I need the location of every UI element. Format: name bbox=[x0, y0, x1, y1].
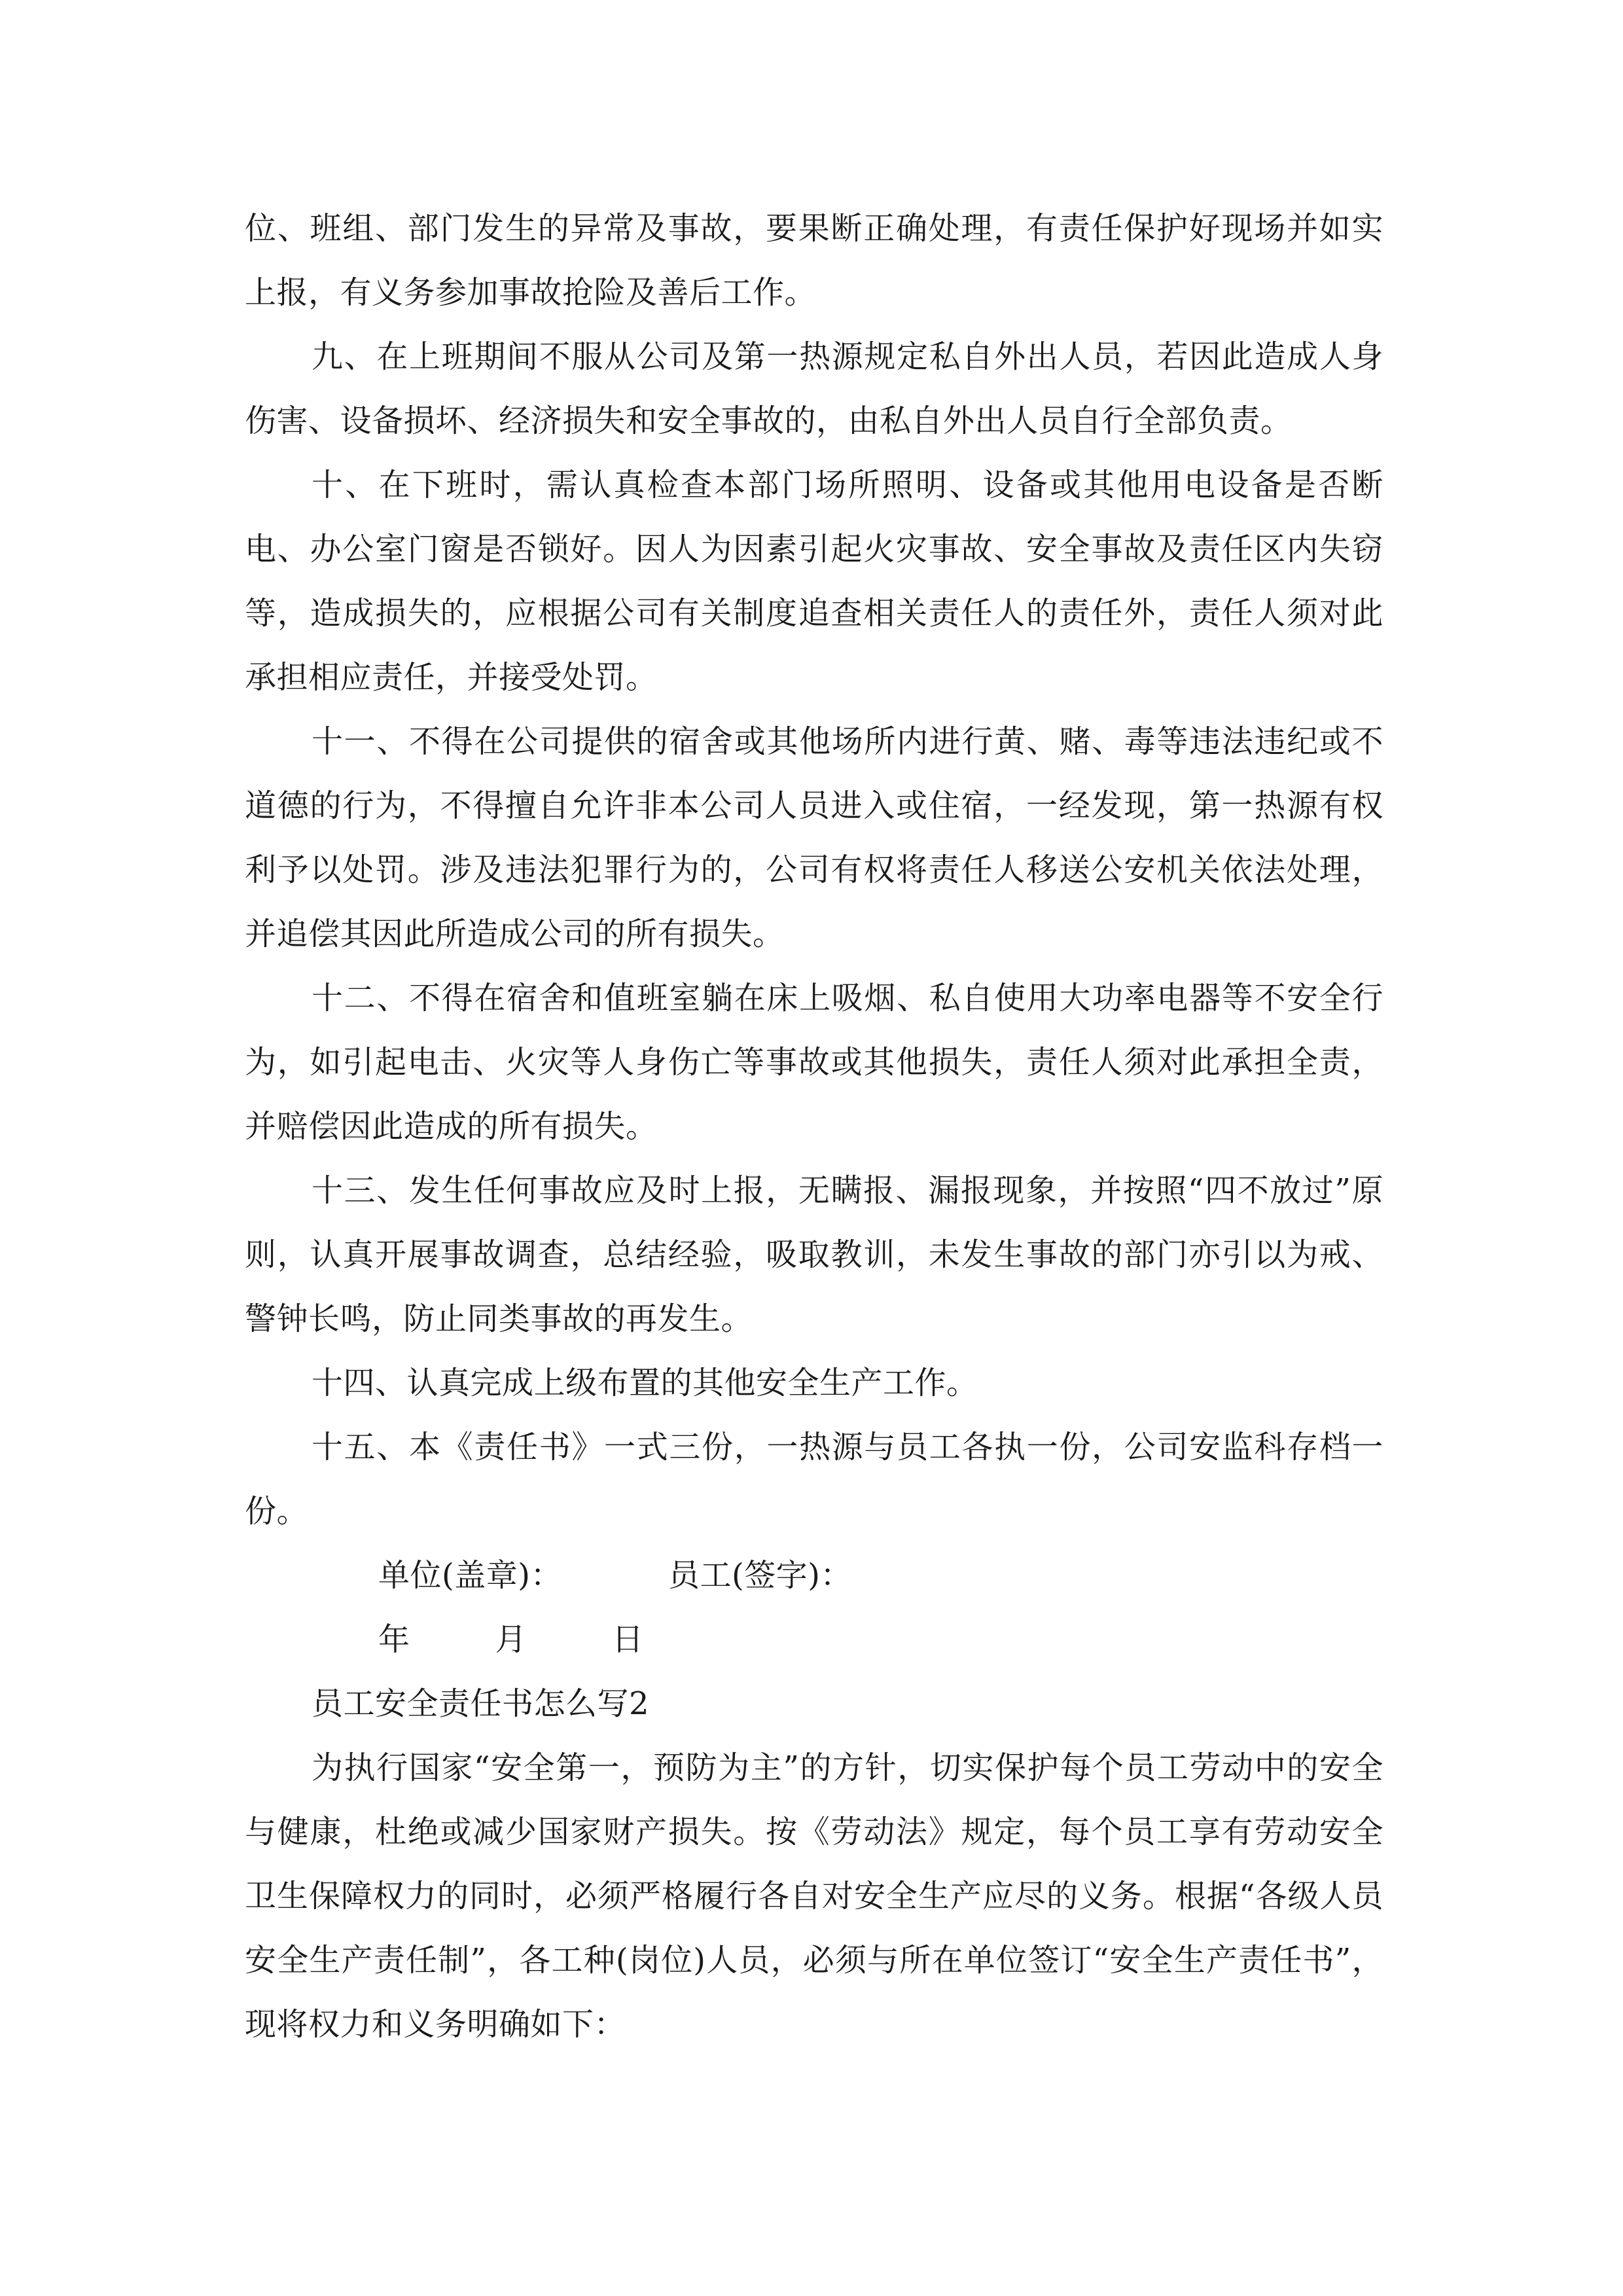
date-year-label: 年 bbox=[378, 1621, 410, 1658]
unit-seal-label: 单位(盖章)： bbox=[378, 1557, 562, 1594]
paragraph-clause-14: 十四、认真完成上级布置的其他安全生产工作。 bbox=[312, 1365, 978, 1401]
date-day-label: 日 bbox=[612, 1621, 644, 1658]
paragraph-clause-11: 十一、不得在公司提供的宿舍或其他场所内进行黄、赌、毒等违法违纪或不道德的行为，不得擅自允许非本公司人员进入或住宿，一经发现，第一热源有权利予以处罚。涉及违法犯罪行为的，公司有权将责任人移送公安机关依法处理，并追偿其因此所造成公司的所有损失。 bbox=[245, 723, 1383, 952]
document-body bbox=[245, 196, 1383, 2056]
signature-line bbox=[245, 1543, 1383, 1607]
intro-paragraph: 为执行国家“安全第一，预防为主”的方针，切实保护每个员工劳动中的安全与健康，杜绝或减少国家财产损失。按《劳动法》规定，每个员工享有劳动安全卫生保障权力的同时，必须严格履行各自对安全生产应尽的义务。根据“各级人员安全生产责任制”，各工种(岗位)人员，必须与所在单位签订“安全生产责任书”，现将权力和义务明确如下： bbox=[245, 1749, 1383, 2043]
paragraph-clause-10: 十、在下班时，需认真检查本部门场所照明、设备或其他用电设备是否断电、办公室门窗是否锁好。因人为因素引起火灾事故、安全事故及责任区内失窃等，造成损失的，应根据公司有关制度追查相关责任人的责任外，责任人须对此承担相应责任，并接受处罚。 bbox=[245, 467, 1383, 696]
date-line bbox=[245, 1607, 1383, 1672]
section-title: 员工安全责任书怎么写2 bbox=[312, 1685, 650, 1722]
paragraph-clause-15: 十五、本《责任书》一式三份，一热源与员工各执一份，公司安监科存档一份。 bbox=[245, 1429, 1383, 1530]
employee-signature-label: 员工(签字)： bbox=[668, 1557, 852, 1594]
paragraph-clause-13: 十三、发生任何事故应及时上报，无瞒报、漏报现象，并按照“四不放过”原则，认真开展事故调查，总结经验，吸取教训，未发生事故的部门亦引以为戒、警钟长鸣，防止同类事故的再发生。 bbox=[245, 1172, 1383, 1337]
paragraph-continuation: 位、班组、部门发生的异常及事故，要果断正确处理，有责任保护好现场并如实上报，有义务参加事故抢险及善后工作。 bbox=[245, 210, 1383, 311]
date-month-label: 月 bbox=[495, 1621, 527, 1658]
paragraph-clause-12: 十二、不得在宿舍和值班室躺在床上吸烟、私自使用大功率电器等不安全行为，如引起电击、火灾等人身伤亡等事故或其他损失，责任人须对此承担全责，并赔偿因此造成的所有损失。 bbox=[245, 980, 1383, 1145]
paragraph-clause-9: 九、在上班期间不服从公司及第一热源规定私自外出人员，若因此造成人身伤害、设备损坏、经济损失和安全事故的，由私自外出人员自行全部负责。 bbox=[245, 338, 1383, 439]
